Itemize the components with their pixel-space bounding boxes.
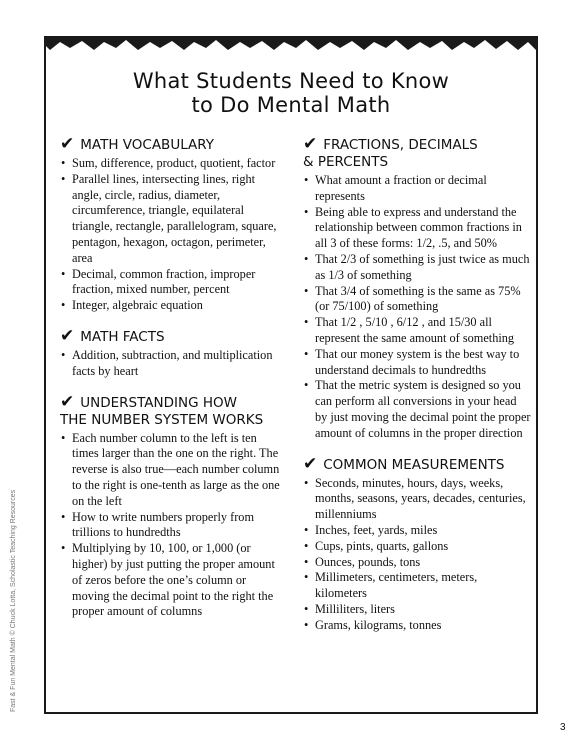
list-item: • Millimeters, centimeters, meters, kilometers: [303, 570, 531, 602]
section-list: [60, 431, 282, 621]
list-item: • Cups, pints, quarts, gallons: [303, 539, 531, 555]
list-item: • How to write numbers properly from trillions to hundredths: [60, 510, 282, 542]
list-item: • Grams, kilograms, tonnes: [303, 618, 531, 634]
list-item: • Inches, feet, yards, miles: [303, 523, 531, 539]
page-title-line2: to Do Mental Math: [191, 93, 391, 117]
section-heading-text: UNDERSTANDING HOW: [80, 394, 237, 411]
section-list: [303, 173, 531, 442]
list-item: • Sum, difference, product, quotient, factor: [60, 156, 282, 172]
section-list: [60, 348, 282, 380]
list-item: • That 2/3 of something is just twice as much as 1/3 of something: [303, 252, 531, 284]
list-item: • Milliliters, liters: [303, 602, 531, 618]
copyright-sidebar: Fast & Fun Mental Math © Chuck Lotta, Scholastic Teaching Resources: [10, 489, 17, 712]
section-list: [60, 156, 282, 314]
list-item: • Each number column to the left is ten times larger than the one on the right. The reverse is also true—each number column to the right is one-tenth as large as the one on the left: [60, 431, 282, 510]
list-item: • Parallel lines, intersecting lines, right angle, circle, radius, diameter, circumference, triangle, equilateral triangle, rectangle, parallelogram, square, pentagon, hexagon, octagon, perimeter, area: [60, 172, 282, 267]
list-item: • Decimal, common fraction, improper fraction, mixed number, percent: [60, 267, 282, 299]
left-column: [60, 136, 282, 634]
checkmark-icon: ✔: [60, 134, 75, 154]
section-list: [303, 476, 531, 634]
section-heading-text: MATH FACTS: [80, 328, 165, 345]
right-column: [303, 136, 531, 648]
list-item: • Addition, subtraction, and multiplication facts by heart: [60, 348, 282, 380]
section-heading: [60, 136, 282, 154]
list-item: • That 3/4 of something is the same as 75% (or 75/100) of something: [303, 284, 531, 316]
list-item: • That the metric system is designed so you can perform all conversions in your head by just moving the decimal point the proper amount of columns in the proper direction: [303, 378, 531, 441]
checkmark-icon: ✔: [303, 453, 318, 474]
list-item: • Seconds, minutes, hours, days, weeks, months, seasons, years, decades, centuries, millenniums: [303, 476, 531, 523]
section-heading: [60, 325, 282, 346]
list-item: • Multiplying by 10, 100, or 1,000 (or higher) by just putting the proper amount of zeros before the one’s column or moving the decimal point to the right the proper amount of columns: [60, 541, 282, 620]
list-item: • Integer, algebraic equation: [60, 298, 282, 314]
section-heading-text-line2: THE NUMBER SYSTEM WORKS: [60, 411, 264, 428]
section-heading: [303, 453, 531, 474]
section-heading-text-line2: & PERCENTS: [303, 154, 389, 170]
page-number: 3: [560, 722, 566, 733]
checkmark-icon: ✔: [303, 134, 318, 154]
section-heading: [303, 136, 531, 171]
list-item: • Being able to express and understand the relationship between common fractions in all 3 of these forms: 1/2, .5, and 50%: [303, 205, 531, 252]
section-heading-text: MATH VOCABULARY: [80, 137, 215, 153]
section-heading-text: FRACTIONS, DECIMALS: [323, 137, 478, 153]
list-item: • Ounces, pounds, tons: [303, 555, 531, 571]
checkmark-icon: ✔: [60, 391, 75, 412]
section-heading-text: COMMON MEASUREMENTS: [323, 456, 505, 473]
list-item: • That our money system is the best way to understand decimals to hundredths: [303, 347, 531, 379]
page-title-line1: What Students Need to Know: [132, 69, 450, 93]
checkmark-icon: ✔: [60, 325, 75, 346]
section-heading: [60, 391, 282, 429]
list-item: • That 1/2 , 5/10 , 6/12 , and 15/30 all represent the same amount of something: [303, 315, 531, 347]
list-item: • What amount a fraction or decimal represents: [303, 173, 531, 205]
